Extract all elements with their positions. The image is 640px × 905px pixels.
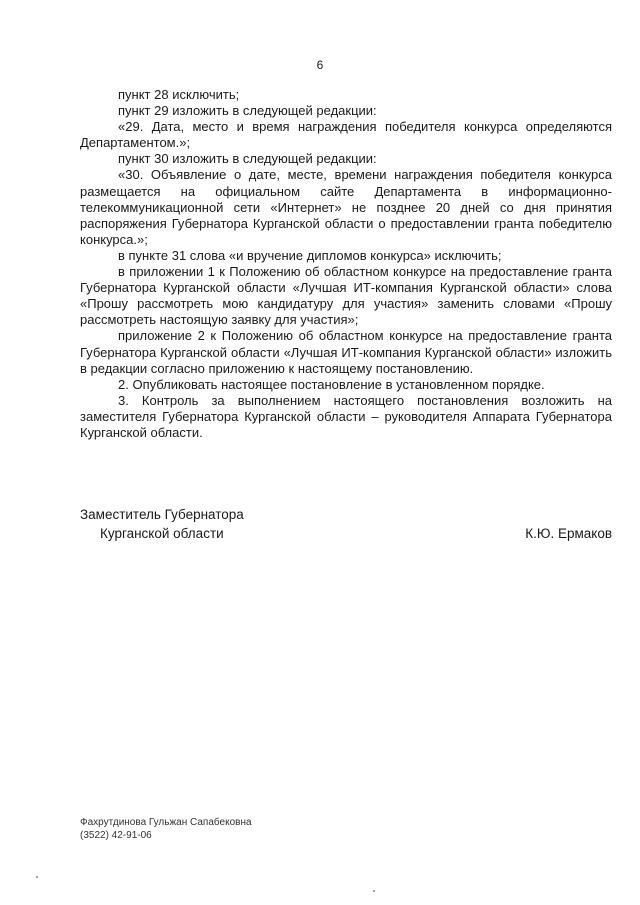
page-number: 6 — [316, 58, 324, 72]
executor-block — [80, 816, 252, 842]
paragraph-item-29-intro: пункт 29 изложить в следующей редакции: — [118, 103, 377, 119]
executor-name: Фахрутдинова Гульжан Сапабековна — [80, 817, 252, 828]
paragraph-item-30-text: «30. Объявление о дате, месте, времени награждения победителя конкурса размещается на официальном сайте Департамента в информационно-телекоммуникационной сети «Интернет» не позднее 20 дней со дня принятия распоряжения Губернатора Курганской области о предоставлении гранта победителю конкурса.»; — [80, 167, 612, 247]
paragraph-item-31: в пункте 31 слова «и вручение дипломов конкурса» исключить; — [118, 247, 502, 263]
paragraph-control: 3. Контроль за выполнением настоящего постановления возложить на заместителя Губернатора Курганской области – руководителя Аппарата Губернатора Курганской области. — [80, 392, 612, 440]
paragraph-item-30-intro: пункт 30 изложить в следующей редакции: — [118, 151, 377, 167]
paragraph-appendix-2: приложение 2 к Положению об областном конкурсе на предоставление гранта Губернатора Курганской области «Лучшая ИТ-компания Курганской области» изложить в редакции согласно приложению к настоящему постановлению. — [80, 328, 612, 376]
scan-speck — [36, 876, 38, 878]
scan-speck — [373, 890, 375, 892]
document-body — [80, 87, 612, 441]
signatory-title-line-1: Заместитель Губернатора — [80, 507, 244, 522]
signature-block — [80, 505, 612, 543]
signatory-title-line-2: Курганской области — [100, 526, 224, 541]
executor-phone: (3522) 42-91-06 — [80, 830, 152, 841]
paragraph-item-28: пункт 28 исключить; — [118, 87, 240, 102]
paragraph-appendix-1: в приложении 1 к Положению об областном конкурсе на предоставление гранта Губернатора Курганской области «Лучшая ИТ-компания Курганской области» слова «Прошу рассмотреть мою кандидатуру для участия» заменить словами «Прошу рассмотреть настоящую заявку для участия»; — [80, 264, 612, 328]
signatory-name: К.Ю. Ермаков — [525, 526, 612, 541]
paragraph-item-29-text: «29. Дата, место и время награждения победителя конкурса определяются Департаментом.»; — [80, 119, 612, 151]
paragraph-publish: 2. Опубликовать настоящее постановление в установленном порядке. — [118, 376, 545, 392]
